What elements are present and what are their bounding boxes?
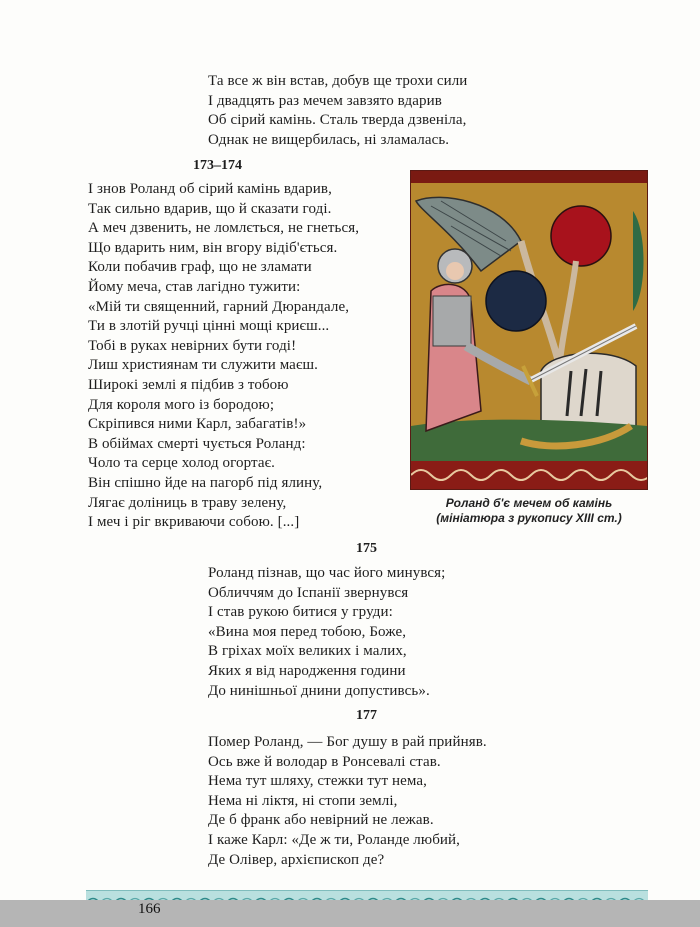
poem-line: І двадцять раз мечем завзято вдарив [208,92,442,109]
bottom-bar [0,900,700,927]
miniature-artwork [411,171,647,489]
poem-line: І став рукою битися у груди: [208,604,393,621]
poem-line: Об сірий камінь. Сталь тверда дзвеніла, [208,112,467,129]
poem-line: Та все ж він встав, добув ще трохи сили [208,73,468,89]
poem-line: Нема ні ліктя, ні стопи землі, [208,792,398,809]
figure-caption [412,496,646,526]
poem-line: Яких я від народження години [208,662,406,679]
poem-line: В обіймах смерті чується Роланд: [88,435,306,452]
poem-line: А меч дзвенить, не ломлється, не гнеться, [88,220,360,237]
stanza-175 [208,564,445,701]
poem-line: «Вина моя перед тобою, Боже, [208,623,407,640]
poem-line: Йому меча, став лагідно тужити: [88,278,301,295]
stanza-top [208,72,467,150]
section-number-175: 175 [356,541,377,556]
poem-line: Для короля мого із бородою; [88,396,275,413]
poem-line: Що вдарить ним, він вгору відіб'ється. [88,239,338,256]
section-number-173-174: 173–174 [193,158,242,173]
poem-line: Нема тут шляху, стежки тут нема, [208,773,427,790]
stanza-177 [208,733,487,870]
caption-line: (мініатюра з рукопису XIII ст.) [436,511,622,525]
caption-line: Роланд б'є мечем об камінь [445,496,613,510]
poem-line: Де б франк або невірний не лежав. [208,812,434,829]
poem-line: Так сильно вдарив, що й сказати годі. [88,200,332,217]
stanza-173-174 [88,180,359,533]
poem-line: Однак не вищербилась, ні зламалась. [208,131,450,148]
poem-line: Лиш християнам ти служити маєш. [88,357,318,374]
poem-line: Скріпився ними Карл, забагатів!» [88,416,307,433]
poem-line: І меч і ріг вкриваючи собою. [...] [88,514,300,531]
poem-line: І каже Карл: «Де ж ти, Роланде любий, [208,831,461,848]
poem-line: Коли побачив граф, що не зламати [88,259,312,276]
poem-line: Чоло та серце холод огортає. [88,455,275,472]
miniature-illustration [410,170,648,490]
poem-line: Ось вже й володар в Ронсевалі став. [208,753,441,770]
poem-line: В гріхах моїх великих і малих, [208,643,407,660]
poem-line: І знов Роланд об сірий камінь вдарив, [88,181,332,197]
poem-line: До нинішньої днини допустивсь». [208,682,430,699]
poem-line: Широкі землі я підбив з тобою [88,376,289,393]
poem-line: Помер Роланд, — Бог душу в рай прийняв. [208,734,487,750]
poem-line: Де Олівер, архієпископ де? [208,851,385,868]
poem-line: Він спішно йде на пагорб під ялину, [88,474,323,491]
poem-line: Лягає доліниць в траву зелену, [88,494,287,511]
page-number: 166 [138,901,161,917]
poem-line: Тобі в руках невірних бути годі! [88,337,297,354]
poem-line: Ти в злотій ручці цінні мощі криєш... [88,318,330,335]
poem-line: Роланд пізнав, що час його минувся; [208,565,446,581]
poem-line: «Мій ти священний, гарний Дюрандале, [88,298,350,315]
section-number-177: 177 [356,708,377,723]
poem-line: Обличчям до Іспанії звернувся [208,584,409,601]
